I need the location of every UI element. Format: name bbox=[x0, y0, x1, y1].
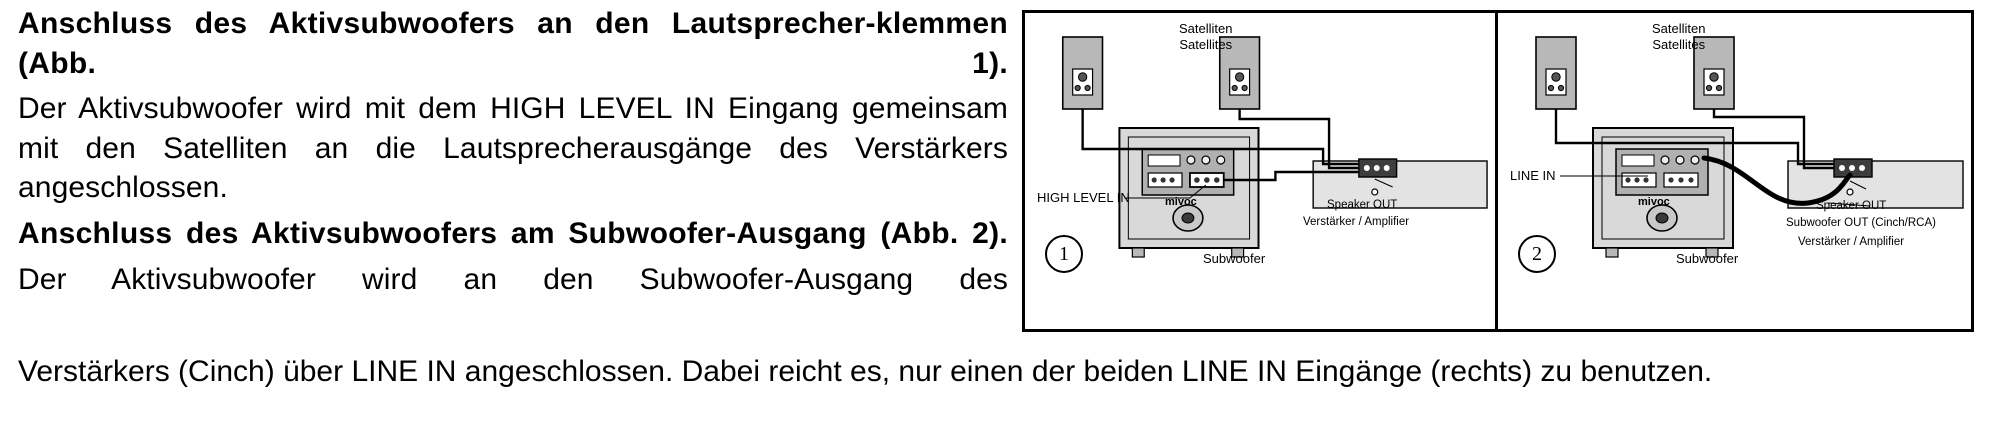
panel2-satellites-label: Satelliten Satellites bbox=[1652, 21, 1706, 53]
heading-connection-subwoofer-output: Anschluss des Aktivsubwoofers am Subwoofer-Ausgang (Abb. 2). bbox=[18, 216, 1008, 250]
panel1-amplifier-label: Verstärker / Amplifier bbox=[1303, 216, 1410, 228]
panel2-brand-label: mivoc bbox=[1638, 196, 1670, 208]
instruction-text-column bbox=[18, 4, 1008, 299]
panel1-subwoofer-label: Subwoofer bbox=[1203, 251, 1266, 266]
heading-connection-speaker-terminals: Anschluss des Aktivsubwoofers an den Lautsprecher-klemmen (Abb. 1). bbox=[18, 7, 1008, 80]
panel1-number: 1 bbox=[1045, 235, 1083, 273]
panel2-subwoofer-out-label: Subwoofer OUT (Cinch/RCA) bbox=[1786, 217, 1936, 229]
paragraph-line-in-continuation: Verstärkers (Cinch) über LINE IN angeschlossen. Dabei reicht es, nur einen der beiden LINE IN Eingänge (rechts) zu benutzen. bbox=[18, 355, 1713, 388]
panel2-speaker-out-label: Speaker OUT bbox=[1816, 200, 1887, 212]
paragraph-high-level-in: Der Aktivsubwoofer wird mit dem HIGH LEVEL IN Eingang gemeinsam mit den Satelliten an die Lautsprecherausgänge des Verstärkers angeschlossen. bbox=[18, 92, 1008, 205]
panel2-amplifier-label: Verstärker / Amplifier bbox=[1798, 236, 1905, 248]
panel1-high-level-in-label: HIGH LEVEL IN bbox=[1037, 190, 1130, 205]
figure-diagram bbox=[1022, 10, 1974, 332]
panel-2-illustration bbox=[1498, 13, 1971, 329]
paragraph-subwoofer-output: Der Aktivsubwoofer wird an den Subwoofer-Ausgang des bbox=[18, 262, 1008, 296]
panel1-satellites-label: Satelliten Satellites bbox=[1179, 21, 1233, 53]
figure-panel-1 bbox=[1025, 13, 1498, 329]
panel2-line-in-label: LINE IN bbox=[1510, 168, 1556, 183]
figure-panel-2 bbox=[1498, 13, 1971, 329]
panel2-number: 2 bbox=[1518, 235, 1556, 273]
panel2-subwoofer-label: Subwoofer bbox=[1676, 251, 1739, 266]
panel-1-illustration bbox=[1025, 13, 1495, 329]
panel1-speaker-out-label: Speaker OUT bbox=[1327, 199, 1398, 211]
panel1-brand-label: mivoc bbox=[1165, 196, 1197, 208]
